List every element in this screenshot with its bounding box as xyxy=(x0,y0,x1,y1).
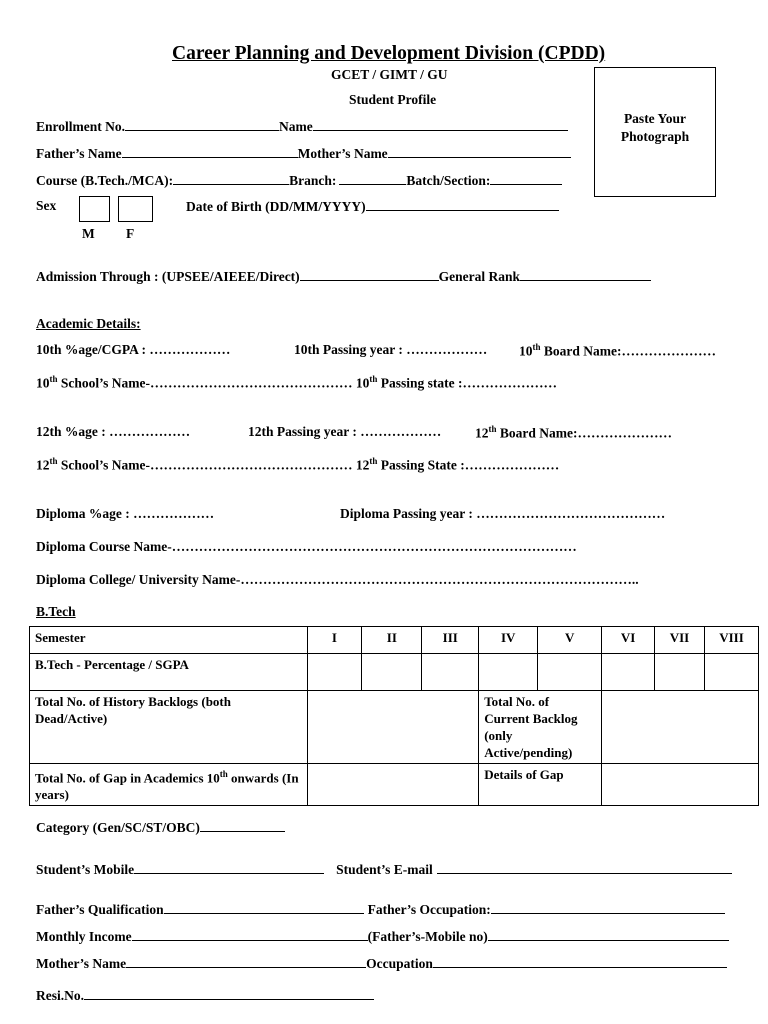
course-label: Course (B.Tech./MCA): xyxy=(36,173,174,188)
twelfth-board-sup: th xyxy=(488,424,497,434)
occupation-field[interactable] xyxy=(433,955,727,968)
twelfth-board-post: Board Name:………………… xyxy=(496,425,673,441)
admission-row xyxy=(36,268,651,285)
monthly-income-label: Monthly Income xyxy=(36,929,132,944)
gap-label-pre: Total No. of Gap in Academics 10 xyxy=(35,770,220,786)
dob-row xyxy=(186,198,559,215)
twelfth-school[interactable] xyxy=(36,456,559,474)
semester-row xyxy=(30,627,759,654)
semester-header: VII xyxy=(655,627,705,654)
branch-field[interactable] xyxy=(339,172,406,185)
monthly-income-field[interactable] xyxy=(132,928,368,941)
twelfth-pct[interactable]: 12th %age : ……………… xyxy=(36,424,191,439)
sgpa-cell[interactable] xyxy=(479,654,538,691)
diploma-pct[interactable]: Diploma %age : ……………… xyxy=(36,506,215,521)
father-qual-field[interactable] xyxy=(164,901,364,914)
sgpa-row xyxy=(30,654,759,691)
tenth-state-pre: 10 xyxy=(355,375,370,391)
dob-label: Date of Birth (DD/MM/YYYY) xyxy=(186,199,366,214)
batch-label: Batch/Section: xyxy=(406,173,491,188)
history-backlogs-label: Total No. of History Backlogs (both Dead/Active) xyxy=(30,691,308,764)
category-field[interactable] xyxy=(200,819,285,832)
gap-details-label: Details of Gap xyxy=(479,764,602,806)
form-name: Student Profile xyxy=(349,92,437,107)
student-mobile-field[interactable] xyxy=(134,861,324,874)
father-occ-label: Father’s Occupation: xyxy=(367,902,491,917)
gap-label-post: onwards (In years) xyxy=(35,770,299,803)
category-label: Category (Gen/SC/ST/OBC) xyxy=(36,820,200,835)
sex-f-label: F xyxy=(126,226,135,241)
tenth-school-sup: th xyxy=(49,374,58,384)
student-mobile-label: Student’s Mobile xyxy=(36,862,135,877)
admission-field[interactable] xyxy=(300,268,439,281)
sgpa-label: B.Tech - Percentage / SGPA xyxy=(30,654,308,691)
diploma-year[interactable]: Diploma Passing year : …………………………………… xyxy=(340,506,666,521)
mother-name-label: Mother’s Name xyxy=(297,146,388,161)
academic-heading: Academic Details: xyxy=(36,316,141,331)
father-occ-field[interactable] xyxy=(491,901,725,914)
current-backlog-field[interactable] xyxy=(602,691,759,764)
gap-details-field[interactable] xyxy=(602,764,759,806)
tenth-board-post: Board Name:………………… xyxy=(540,343,717,359)
tenth-board-sup: th xyxy=(532,342,541,352)
sex-f-checkbox[interactable] xyxy=(118,196,153,222)
twelfth-state-sup: th xyxy=(369,456,378,466)
diploma-college[interactable]: Diploma College/ University Name-…………………………………………………………………………….. xyxy=(36,572,639,587)
institute-subtitle: GCET / GIMT / GU xyxy=(331,67,448,82)
twelfth-state-pre: 12 xyxy=(355,457,370,473)
resi-label: Resi.No. xyxy=(36,988,84,1003)
backlog-row xyxy=(30,691,759,764)
semester-header: VIII xyxy=(704,627,758,654)
photo-box-label: Paste Your Photograph xyxy=(620,111,690,144)
gap-label xyxy=(30,764,308,806)
course-field[interactable] xyxy=(173,172,289,185)
semester-label: Semester xyxy=(30,627,308,654)
sgpa-cell[interactable] xyxy=(704,654,758,691)
sgpa-cell[interactable] xyxy=(362,654,422,691)
course-row xyxy=(36,172,562,189)
name-label: Name xyxy=(279,119,313,134)
mother-name-field-2[interactable] xyxy=(126,955,366,968)
semester-header: IV xyxy=(479,627,538,654)
sgpa-cell[interactable] xyxy=(602,654,655,691)
page-title: Career Planning and Development Division (CPDD) xyxy=(172,43,606,64)
gap-label-sup: th xyxy=(219,769,228,779)
semester-header: III xyxy=(422,627,479,654)
resi-field[interactable] xyxy=(84,987,374,1000)
semester-header: II xyxy=(362,627,422,654)
tenth-state-post: Passing state :………………… xyxy=(377,375,558,391)
sgpa-cell[interactable] xyxy=(422,654,479,691)
branch-label: Branch: xyxy=(289,173,337,188)
student-email-label: Student’s E-mail xyxy=(336,862,433,877)
enrollment-row xyxy=(36,118,568,135)
twelfth-school-sup: th xyxy=(49,456,58,466)
btech-table xyxy=(29,626,759,806)
sgpa-cell[interactable] xyxy=(307,654,362,691)
photo-box[interactable] xyxy=(594,67,716,197)
batch-field[interactable] xyxy=(490,172,562,185)
enrollment-field[interactable] xyxy=(125,118,279,131)
occupation-label: Occupation xyxy=(366,956,433,971)
father-row xyxy=(36,901,725,918)
tenth-school-pre: 10 xyxy=(36,375,50,391)
diploma-course[interactable]: Diploma Course Name-……………………………………………………………………………… xyxy=(36,539,577,554)
dob-field[interactable] xyxy=(366,198,559,211)
mother-name-label-2: Mother’s Name xyxy=(36,956,127,971)
father-mobile-label: (Father’s-Mobile no) xyxy=(367,929,488,944)
gap-years-field[interactable] xyxy=(307,764,479,806)
current-backlog-label: Total No. of Current Backlog (only Active/pending) xyxy=(479,691,602,764)
sgpa-cell[interactable] xyxy=(538,654,602,691)
tenth-board[interactable] xyxy=(519,342,716,360)
admission-label: Admission Through : (UPSEE/AIEEE/Direct) xyxy=(36,269,300,284)
tenth-board-pre: 10 xyxy=(519,343,533,359)
father-name-label: Father’s Name xyxy=(36,146,122,161)
btech-heading: B.Tech xyxy=(36,604,76,619)
enrollment-label: Enrollment No. xyxy=(36,119,126,134)
student-email-field[interactable] xyxy=(437,861,732,874)
twelfth-board-pre: 12 xyxy=(475,425,489,441)
sex-m-checkbox[interactable] xyxy=(79,196,110,222)
tenth-school-post: School’s Name-……………………………………… xyxy=(57,375,356,391)
tenth-state-sup: th xyxy=(369,374,378,384)
income-row xyxy=(36,928,729,945)
tenth-year[interactable]: 10th Passing year : ……………… xyxy=(294,342,488,357)
mother-name-field[interactable] xyxy=(388,145,571,158)
gap-row xyxy=(30,764,759,806)
father-mobile-field[interactable] xyxy=(488,928,729,941)
general-rank-field[interactable] xyxy=(520,268,651,281)
name-field[interactable] xyxy=(313,118,568,131)
twelfth-year[interactable]: 12th Passing year : ……………… xyxy=(248,424,442,439)
tenth-pct[interactable]: 10th %age/CGPA : ……………… xyxy=(36,342,231,357)
semester-header: VI xyxy=(602,627,655,654)
general-rank-label: General Rank xyxy=(438,269,521,284)
sex-m-label: M xyxy=(82,226,95,241)
semester-header: V xyxy=(538,627,602,654)
semester-header: I xyxy=(307,627,362,654)
mobile-row xyxy=(36,861,732,878)
resi-row xyxy=(36,987,374,1004)
sex-label: Sex xyxy=(36,198,57,213)
twelfth-state-post: Passing State :………………… xyxy=(377,457,560,473)
tenth-school[interactable] xyxy=(36,374,557,392)
twelfth-school-post: School’s Name-……………………………………… xyxy=(57,457,356,473)
parents-row xyxy=(36,145,571,162)
twelfth-school-pre: 12 xyxy=(36,457,50,473)
father-name-field[interactable] xyxy=(122,145,298,158)
category-row xyxy=(36,819,285,836)
father-qual-label: Father’s Qualification xyxy=(36,902,164,917)
history-backlogs-field[interactable] xyxy=(307,691,479,764)
mother-row xyxy=(36,955,727,972)
twelfth-board[interactable] xyxy=(475,424,672,442)
sgpa-cell[interactable] xyxy=(655,654,705,691)
